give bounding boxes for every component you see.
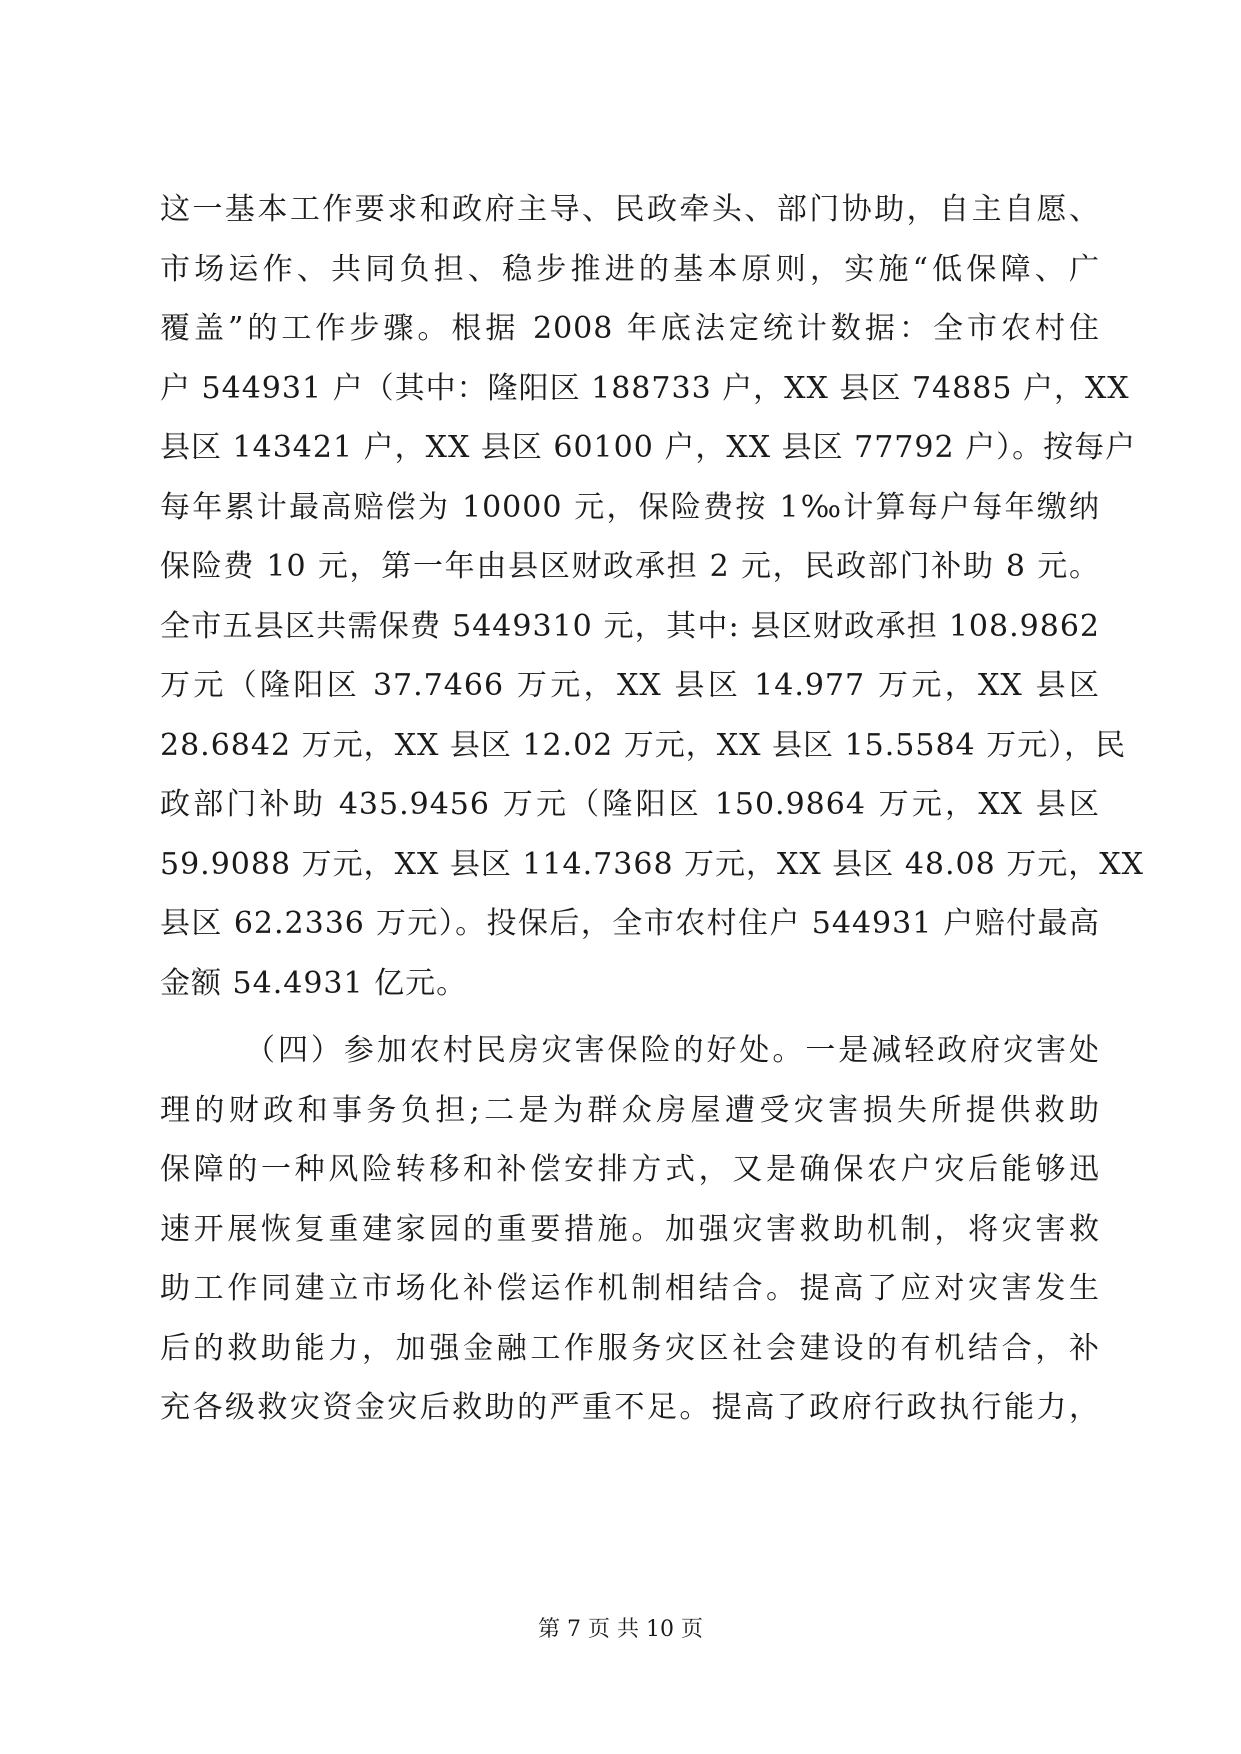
text-line: 县区 62.2336 万元）。投保后，全市农村住户 544931 户赔付最高 (160, 906, 1100, 941)
text-line: 每年累计最高赔偿为 10000 元，保险费按 1‰计算每户每年缴纳 (160, 489, 1100, 525)
paragraph-2 (160, 1021, 1100, 1438)
text-line: 金额 54.4931 亿元。 (160, 965, 468, 1001)
text-line: 覆盖”的工作步骤。根据 2008 年底法定统计数据：全市农村住 (160, 311, 1100, 346)
text-line: 助工作同建立市场化补偿运作机制相结合。提高了应对灾害发生 (160, 1271, 1100, 1306)
body-text (160, 180, 1144, 1438)
paragraph-gap (160, 1013, 1100, 1021)
text-line: 户 544931 户（其中：隆阳区 188733 户，XX 县区 74885 户，XX (160, 370, 1130, 406)
text-line: 这一基本工作要求和政府主导、民政牵头、部门协助，自主自愿、 (160, 192, 1100, 227)
page-number: 第 7 页 共 10 页 (538, 1617, 703, 1642)
text-line: 县区 143421 户，XX 县区 60100 户，XX 县区 77792 户）。按每户 (160, 430, 1137, 465)
text-line: 28.6842 万元，XX 县区 12.02 万元，XX 县区 15.5584 万元），民 (160, 727, 1127, 763)
paragraph-1 (160, 180, 1144, 1013)
text-line: 速开展恢复重建家园的重要措施。加强灾害救助机制，将灾害救 (160, 1211, 1100, 1247)
text-line: 全市五县区共需保费 5449310 元，其中: 县区财政承担 108.9862 (160, 608, 1100, 644)
text-line: 万元（隆阳区 37.7466 万元，XX 县区 14.977 万元，XX 县区 (160, 668, 1100, 703)
text-line: 充各级救灾资金灾后救助的严重不足。提高了政府行政执行能力， (160, 1390, 1100, 1425)
text-line: （四）参加农村民房灾害保险的好处。一是减轻政府灾害处 (245, 1033, 1100, 1068)
text-line: 理的财政和事务负担;二是为群众房屋遭受灾害损失所提供救助 (160, 1092, 1100, 1128)
text-line: 政部门补助 435.9456 万元（隆阳区 150.9864 万元，XX 县区 (160, 787, 1100, 822)
text-line: 保险费 10 元，第一年由县区财政承担 2 元，民政部门补助 8 元。 (160, 549, 1100, 584)
text-line: 市场运作、共同负担、稳步推进的基本原则，实施“低保障、广 (160, 251, 1100, 287)
text-line: 59.9088 万元，XX 县区 114.7368 万元，XX 县区 48.08 万元，XX (160, 846, 1144, 882)
text-line: 后的救助能力，加强金融工作服务灾区社会建设的有机结合，补 (160, 1330, 1100, 1366)
text-line: 保障的一种风险转移和补偿安排方式，又是确保农户灾后能够迅 (160, 1152, 1100, 1187)
